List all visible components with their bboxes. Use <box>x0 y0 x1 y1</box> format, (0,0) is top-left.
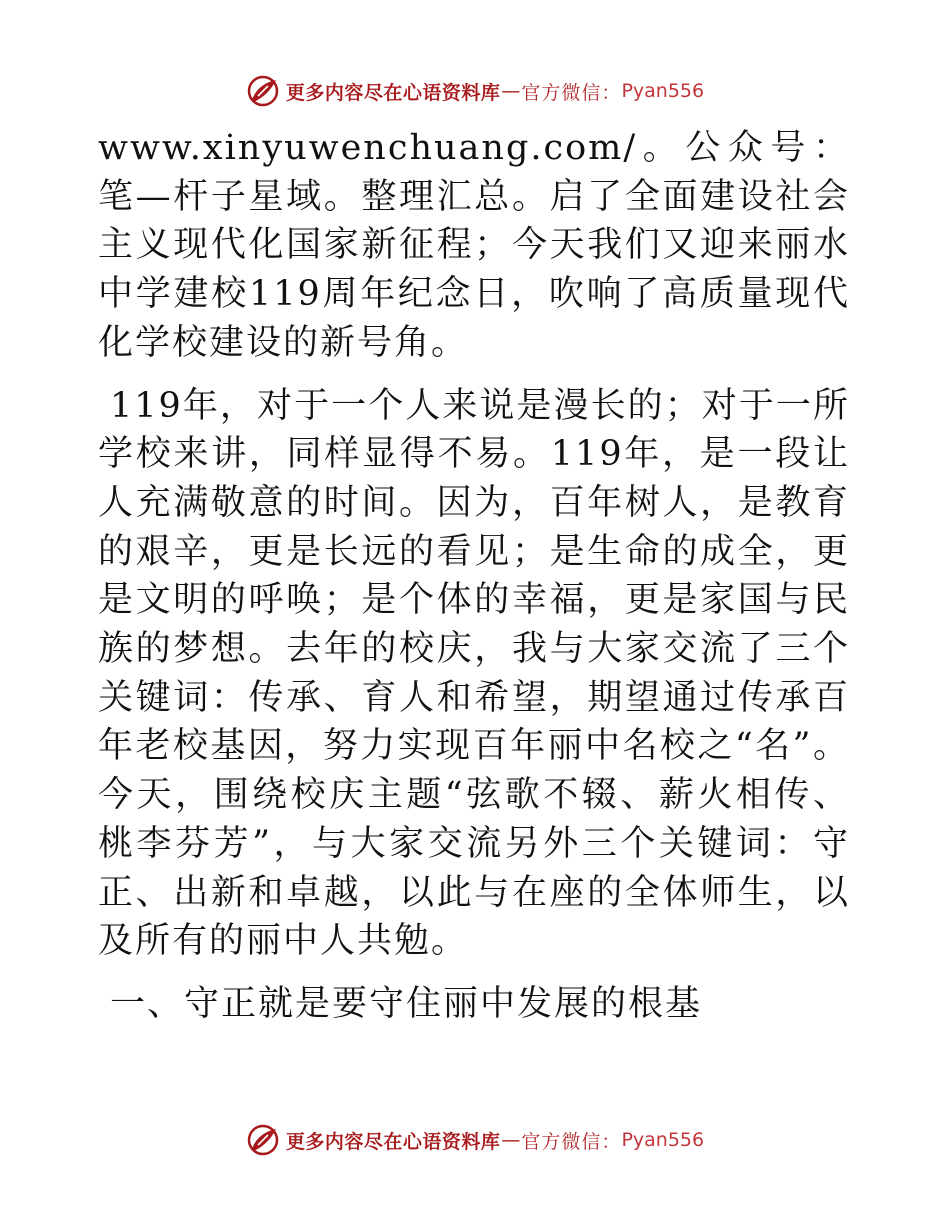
header-banner <box>0 71 950 111</box>
footer-banner <box>0 1120 950 1160</box>
pen-nib-logo-icon <box>246 1123 280 1157</box>
footer-dash: — <box>501 1129 521 1151</box>
header-wechat-label: 官方微信： <box>521 81 622 104</box>
paragraph-anniversary: 119年，对于一个人来说是漫长的；对于一所学校来讲，同样显得不易。119年，是一段让人充满敬意的时间。因为，百年树人，是教育的艰辛，更是长远的看见；是生命的成全，更是文明的呼唤；是个体的幸福，更是家国与民族的梦想。去年的校庆，我与大家交流了三个关键词：传承、育人和希望，期望通过传承百年老校基因，努力实现百年丽中名校之“名”。今天，围绕校庆主题“弦歌不辍、薪火相传、桃李芬芳”，与大家交流另外三个关键词：守正、出新和卓越，以此与在座的全体师生，以及所有的丽中人共勉。 <box>98 385 850 962</box>
pen-nib-logo-icon <box>246 74 280 108</box>
section-heading: 一、守正就是要守住丽中发展的根基 <box>110 983 703 1024</box>
footer-brand-text: 更多内容尽在心语资料库 <box>285 1130 501 1153</box>
header-wechat-id: Pyan556 <box>621 80 705 102</box>
header-brand-text: 更多内容尽在心语资料库 <box>285 81 501 104</box>
document-body <box>98 124 850 1029</box>
footer-wechat-id: Pyan556 <box>621 1129 705 1151</box>
footer-wechat-label: 官方微信： <box>521 1130 622 1153</box>
paragraph-intro: www.xinyuwenchuang.com/。公众号：笔—杆子星域。整理汇总。启了全面建设社会主义现代化国家新征程；今天我们又迎来丽水中学建校119周年纪念日，吹响了高质量现代化学校建设的新号角。 <box>98 128 850 363</box>
header-dash: — <box>501 80 521 102</box>
